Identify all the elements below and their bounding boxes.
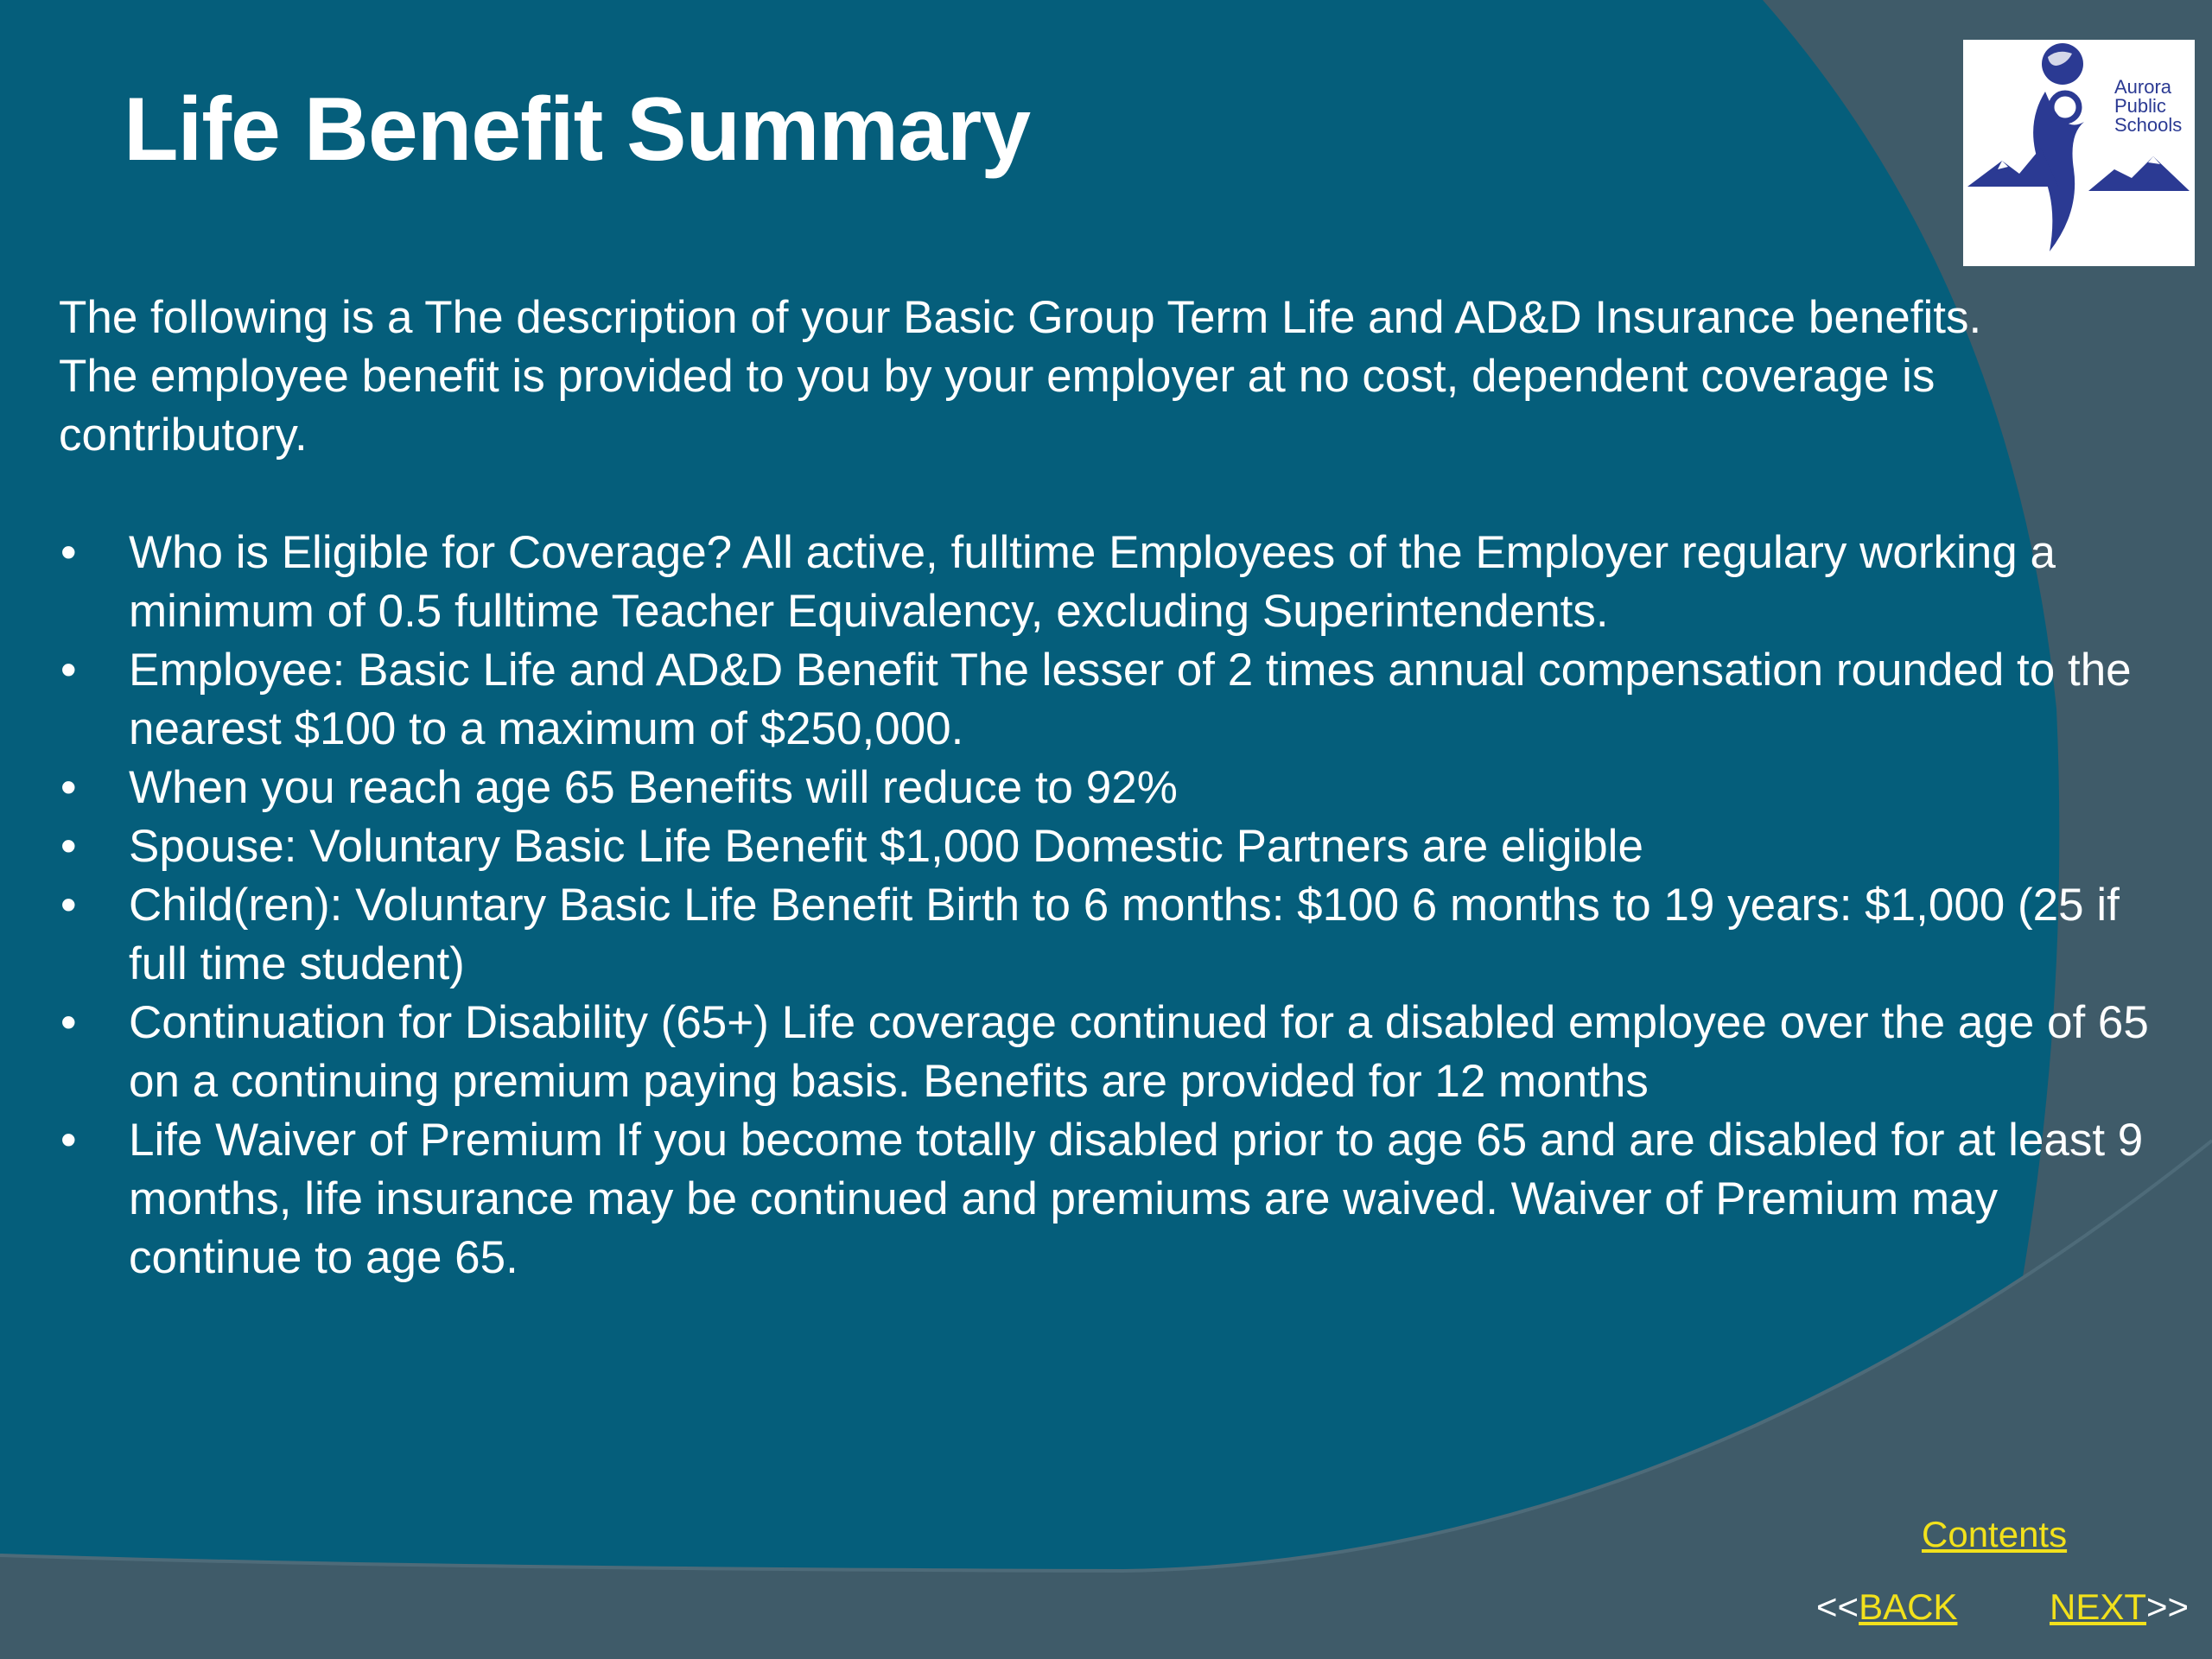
contents-link[interactable]: Contents bbox=[1922, 1514, 2068, 1554]
back-prefix: << bbox=[1816, 1586, 1859, 1627]
intro-paragraph: The following is a The description of your Basic Group Term Life and AD&D Insurance benefits. The employee benefit is provided to you by your employer at no cost, dependent coverage is contributory. bbox=[59, 292, 1982, 461]
list-item: • When you reach age 65 Benefits will reduce to 92% bbox=[59, 759, 2167, 817]
back-nav bbox=[1816, 1586, 1957, 1628]
logo-text-line2: Public bbox=[2114, 95, 2166, 117]
logo-text-line1: Aurora bbox=[2114, 76, 2172, 98]
back-link[interactable]: BACK bbox=[1859, 1586, 1958, 1627]
list-item: • Continuation for Disability (65+) Life coverage continued for a disabled employee over the age of 65 on a continuing premium paying basis. Benefits are provided for 12 months bbox=[59, 994, 2167, 1111]
list-item: • Who is Eligible for Coverage? All active, fulltime Employees of the Employer regulary working a minimum of 0.5 fulltime Teacher Equivalency, excluding Superintendents. bbox=[59, 524, 2167, 641]
next-nav bbox=[2050, 1586, 2189, 1628]
next-link[interactable]: NEXT bbox=[2050, 1586, 2147, 1627]
benefit-list bbox=[59, 524, 2167, 1287]
list-item: • Employee: Basic Life and AD&D Benefit The lesser of 2 times annual compensation rounded to the nearest $100 to a maximum of $250,000. bbox=[59, 641, 2167, 759]
school-logo bbox=[1963, 40, 2195, 266]
next-suffix: >> bbox=[2146, 1586, 2190, 1627]
slide-body bbox=[59, 289, 2167, 1287]
mountain-right-icon bbox=[2088, 156, 2190, 191]
page-title: Life Benefit Summary bbox=[124, 79, 1031, 180]
list-item: • Spouse: Voluntary Basic Life Benefit $1,000 Domestic Partners are eligible bbox=[59, 817, 2167, 876]
logo-graphic bbox=[1963, 40, 2195, 266]
list-item: • Life Waiver of Premium If you become totally disabled prior to age 65 and are disabled for at least 9 months, life insurance may be continued and premiums are waived. Waiver of Premium may continue to age 65. bbox=[59, 1111, 2167, 1287]
globe-icon bbox=[2042, 43, 2083, 85]
logo-text-line3: Schools bbox=[2114, 114, 2183, 136]
list-item: • Child(ren): Voluntary Basic Life Benefit Birth to 6 months: $100 6 months to 19 years: $1,000 (25 if full time student) bbox=[59, 876, 2167, 994]
